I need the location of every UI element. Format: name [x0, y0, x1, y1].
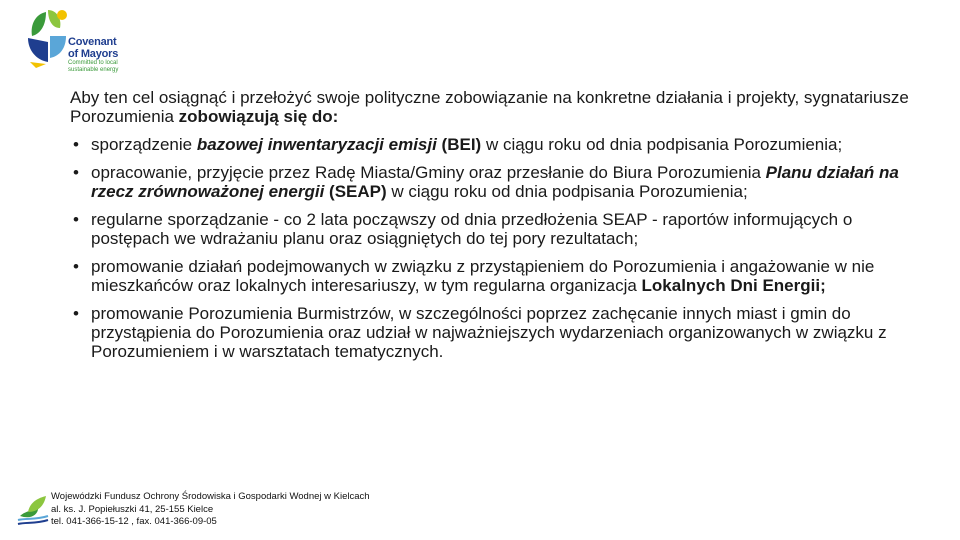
- list-item: [70, 163, 930, 201]
- obligations-list: [70, 135, 930, 361]
- item-text: sporządzenie: [91, 135, 197, 154]
- bullet-icon: •: [73, 210, 79, 229]
- wfos-logo-icon: [16, 490, 50, 526]
- covenant-of-mayors-logo: [22, 6, 132, 82]
- item-text-end: w ciągu roku od dnia podpisania Porozumienia;: [481, 135, 843, 154]
- list-item: [70, 210, 930, 248]
- item-bold-text: Lokalnych Dni Energii;: [641, 276, 826, 295]
- footer-line2: al. ks. J. Popiełuszki 41, 25-155 Kielce: [51, 503, 214, 515]
- footer-line3: tel. 041-366-15-12 , fax. 041-366-09-05: [51, 516, 217, 527]
- list-item: [70, 257, 930, 295]
- logo-text: [68, 36, 118, 74]
- item-bold-text: (BEI): [436, 135, 482, 154]
- item-bold-italic-text: bazowej inwentaryzacji emisji: [196, 135, 437, 154]
- footer: [0, 486, 960, 540]
- logo-title-line1: Covenant: [68, 36, 117, 48]
- bullet-icon: •: [73, 304, 79, 323]
- item-text: promowanie działań podejmowanych w związku z przystąpieniem do Porozumienia i angażowanie w nie mieszkańców oraz lokalnych interesariuszy, w tym regularna organizacja: [91, 257, 875, 295]
- item-bold-text: (SEAP): [324, 182, 387, 201]
- bullet-icon: •: [73, 163, 79, 182]
- list-item: [70, 135, 930, 154]
- intro-text: Aby ten cel osiągnąć i przełożyć swoje polityczne zobowiązanie na konkretne działania i projekty, sygnatariusze Porozumienia: [70, 88, 909, 126]
- covenant-leaf-icon: [22, 6, 70, 68]
- item-text: opracowanie, przyjęcie przez Radę Miasta/Gminy oraz przesłanie do Biura Porozumienia: [91, 163, 766, 182]
- item-text: promowanie Porozumienia Burmistrzów, w szczególności poprzez zachęcanie innych miast i gmin do przystąpienia do Porozumienia oraz udział w najważniejszych wydarzeniach organizowanych w związku z Porozumieniem i w warsztatach tematycznych.: [91, 304, 887, 361]
- footer-line1: Wojewódzki Fundusz Ochrony Środowiska i Gospodarki Wodnej w Kielcach: [51, 491, 370, 502]
- item-bold-italic-text: Planu działań na rzecz zrównoważonej energii: [91, 163, 899, 201]
- item-text: regularne sporządzanie - co 2 lata począwszy od dnia przedłożenia SEAP - raportów informujących o postępach we wdrażaniu planu oraz osiągniętych do tej pory rezultatach;: [91, 210, 853, 248]
- intro-paragraph: [70, 88, 930, 126]
- logo-subtitle-line1: Committed to local: [68, 60, 118, 66]
- logo-subtitle-line2: sustainable energy: [68, 67, 119, 73]
- item-text-end: w ciągu roku od dnia podpisania Porozumienia;: [386, 182, 748, 201]
- bullet-icon: •: [73, 257, 79, 276]
- list-item: [70, 304, 930, 361]
- footer-address: [51, 491, 370, 529]
- intro-bold-text: zobowiązują się do:: [178, 107, 339, 126]
- logo-title-line2: of Mayors: [68, 48, 119, 60]
- slide-content: [70, 88, 930, 361]
- bullet-icon: •: [73, 135, 79, 154]
